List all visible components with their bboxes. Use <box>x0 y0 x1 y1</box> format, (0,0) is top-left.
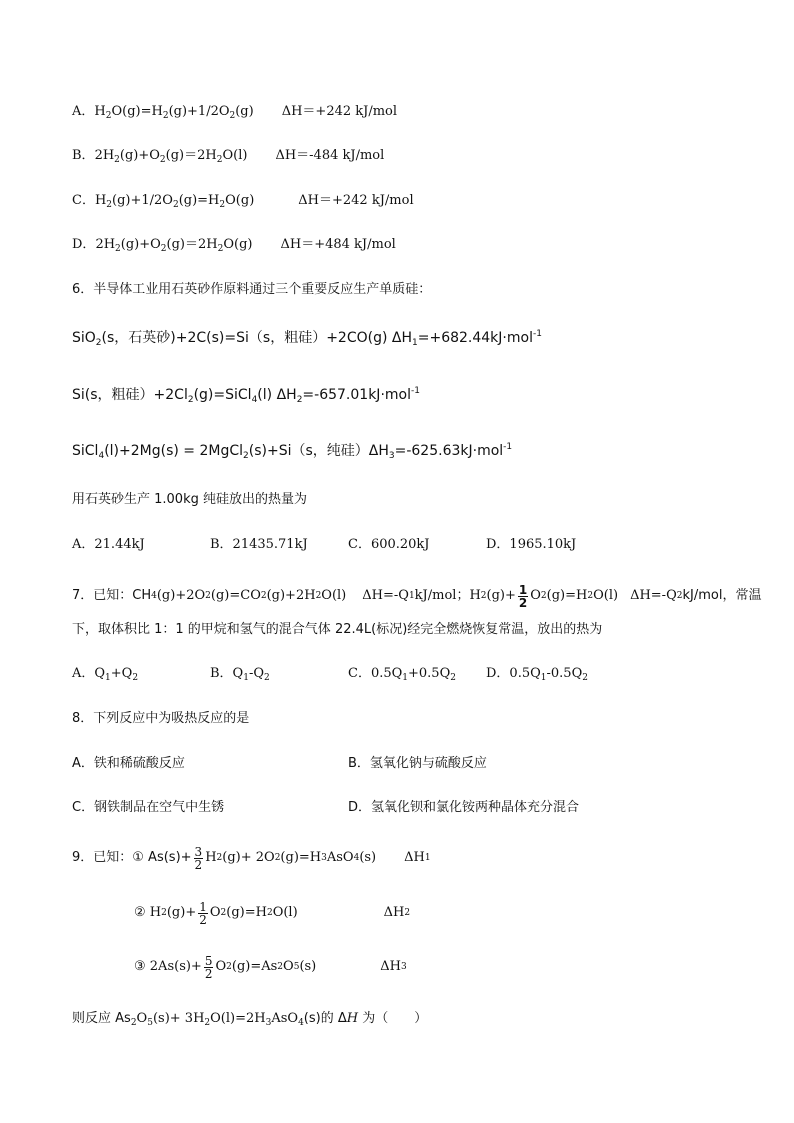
eq-part: (g)=As <box>231 959 278 974</box>
eq-part: 2H <box>94 148 115 163</box>
q6-stem: 6．半导体工业用石英砂作原料通过三个重要反应生产单质硅： <box>72 282 432 297</box>
eq-part: -1 <box>410 386 420 396</box>
eq-part: (g)=CO <box>210 588 261 603</box>
eq-part: O(l)=2H <box>210 1011 266 1026</box>
eq-part: O <box>283 959 294 974</box>
eq-part: kJ/mol；H <box>414 588 481 603</box>
eq-part: (s，粗硅）+2Cl <box>84 387 188 403</box>
q9-reaction-1: 9．已知：① As(s)+ $\frac{3}{2}$ H 2 (g)+ 2O 2 (g)=H 3 AsO 4 (s) ΔH 1 <box>72 844 431 872</box>
eq-part: (s) <box>359 850 377 865</box>
eq-part: (s) <box>206 330 225 346</box>
eq-part: (g)+ 2O <box>222 850 275 865</box>
eq-part: ③ 2As(s)+ <box>134 959 202 974</box>
q7-option-b[interactable]: B．$Q_1-Q_2$ <box>210 666 270 683</box>
q8-option-b[interactable]: B．氢氧化钠与硫酸反应 <box>348 756 487 771</box>
eq-part: =Si（s，粗硅）+2CO <box>224 330 368 346</box>
eq-part: (g)＝2H <box>165 148 217 163</box>
eq-part: H <box>94 193 107 208</box>
q8-option-a[interactable]: A．铁和稀硫酸反应 <box>72 756 185 771</box>
eq-part: O(l) <box>593 588 619 603</box>
eq-part: ·mol <box>380 387 411 403</box>
answer-blank[interactable]: 为（ ） <box>358 1011 428 1026</box>
q6-option-d[interactable]: D．1965.10kJ <box>486 537 577 552</box>
denominator: 2 <box>518 595 528 610</box>
q8-option-d[interactable]: D．氢氧化钡和氯化铵两种晶体充分混合 <box>348 800 580 815</box>
eq-part: Si <box>72 387 85 403</box>
eq-part: (l) <box>104 443 120 459</box>
eq-part: ΔH <box>387 330 412 346</box>
eq-part: AsO <box>271 1011 299 1026</box>
eq-part: ·mol <box>502 330 533 346</box>
enthalpy-value: ΔH＝+242 kJ/mol <box>281 104 398 119</box>
eq-part: (g)+ <box>486 588 516 603</box>
eq-part: O(l) <box>222 148 248 163</box>
q5-option-c[interactable]: C．$H_2(g)+1/2O_2(g)=H_2O(g)$ ΔH＝+242 kJ/mol <box>72 193 414 210</box>
eq-part: AsO <box>326 850 354 865</box>
numerator: 1 <box>199 899 207 914</box>
eq-part: (s，石英砂)+2C <box>101 330 207 346</box>
eq-part: (g) <box>367 330 388 346</box>
option-label: D． <box>72 237 96 252</box>
eq-part: (s) <box>299 959 317 974</box>
q6-reaction-1: SiO$_2$(s，石英砂)+2C(s)=Si（s，粗硅）+2CO(g) $\Delta H_1=+682.44kJ\cdot mol^{-1}$ <box>72 329 542 348</box>
eq-part: (g)+1/2O <box>168 104 230 119</box>
enthalpy-symbol: ΔH <box>404 850 425 865</box>
q6-option-c[interactable]: C．600.20kJ <box>348 537 430 552</box>
eq-part: (g)+2O <box>156 588 206 603</box>
q9-question: 则反应 $As_2O_5(s)+ 3H_2O(l)=2H_3AsO_4(s)$的 ΔH 为（ ） <box>72 1011 428 1028</box>
eq-part: +2Mg <box>119 443 161 459</box>
eq-part: = 2MgCl <box>178 443 244 459</box>
eq-part: H <box>94 104 106 119</box>
q7-option-c[interactable]: C．$0.5Q_1+0.5Q_2$ <box>348 666 456 683</box>
eq-part: O <box>530 588 541 603</box>
q6-option-a[interactable]: A．21.44kJ <box>72 537 145 552</box>
fraction <box>194 846 204 871</box>
eq-part: -1 <box>532 329 542 339</box>
eq-part: -1 <box>503 442 513 452</box>
eq-part: O(g)=H <box>111 104 163 119</box>
q7-option-d[interactable]: D．$0.5Q_1-0.5Q_2$ <box>486 666 588 683</box>
eq-part: ·mol <box>472 443 504 459</box>
eq-part: 7．已知：CH <box>72 588 152 603</box>
eq-part: H <box>346 1011 359 1026</box>
eq-part: (g)+2H <box>266 588 316 603</box>
eq-part: (g)+O <box>120 237 161 252</box>
enthalpy-value: ΔH＝+242 kJ/mol <box>298 193 414 208</box>
eq-part: (g)=H <box>178 193 220 208</box>
eq-part: (g)+1/2O <box>112 193 173 208</box>
eq-part: (g) <box>235 104 254 119</box>
q5-option-a[interactable]: A．$H_2O(g)=H_2(g)+1/2O_2(g)$ ΔH＝+242 kJ/mol <box>72 104 398 121</box>
eq-part: (g) <box>193 387 214 403</box>
eq-part: =-657.01kJ <box>302 387 381 403</box>
eq-part: O(l) <box>272 905 298 920</box>
fraction <box>518 584 528 609</box>
eq-part: (g)+ <box>166 905 197 920</box>
eq-part: O(g) <box>225 193 255 208</box>
eq-part: B．Q <box>210 666 244 681</box>
eq-part: (s)+ 3H <box>152 1011 205 1026</box>
enthalpy-symbol: ΔH <box>383 905 405 920</box>
option-label: A． <box>72 104 95 119</box>
q8-option-c[interactable]: C．钢铁制品在空气中生锈 <box>72 800 225 815</box>
eq-part: (l) <box>257 387 273 403</box>
eq-part: SiO <box>72 330 96 346</box>
eq-part: ② H <box>134 905 162 920</box>
q7-stem-line-2: 下，取体积比 1：1 的甲烷和氢气的混合气体 22.4L(标况)经完全燃烧恢复常温，放出的热为 <box>72 622 603 637</box>
eq-part: O <box>215 959 227 974</box>
q9-reaction-3: ③ 2As(s)+ $\frac{5}{2}$ O 2 (g)=As 2 O 5 (s) ΔH 3 <box>134 953 407 981</box>
q5-option-b[interactable]: B．$2H_2(g)+O_2(g)=2H_2O(l)$ ΔH＝-484 kJ/mol <box>72 148 385 165</box>
denominator: 2 <box>199 912 207 927</box>
enthalpy-value: ΔH＝-484 kJ/mol <box>275 148 385 163</box>
eq-part: +Si（s，纯硅）ΔH <box>266 443 389 459</box>
eq-part: (s) <box>160 443 179 459</box>
eq-part: =-625.63kJ <box>394 443 473 459</box>
eq-part: O <box>136 1011 148 1026</box>
q5-option-d[interactable]: D．$2H_2(g)+O_2(g)=2H_2O(g)$ ΔH＝+484 kJ/mol <box>72 237 396 254</box>
denominator: 2 <box>194 857 203 872</box>
eq-part: O(l) <box>321 588 347 603</box>
eq-part: C．0.5Q <box>348 666 403 681</box>
eq-part: ΔH=-Q <box>362 588 409 603</box>
eq-part: (g)+O <box>119 148 160 163</box>
eq-part: =+682.44kJ <box>417 330 503 346</box>
eq-part: =SiCl <box>213 387 252 403</box>
eq-part: A．Q <box>72 666 106 681</box>
eq-part: (s)的 Δ <box>303 1011 347 1026</box>
eq-part: +0.5Q <box>408 666 451 681</box>
eq-part: -0.5Q <box>546 666 583 681</box>
eq-part: SiCl <box>72 443 99 459</box>
q8-stem: 8．下列反应中为吸热反应的是 <box>72 711 250 726</box>
enthalpy-symbol: ΔH <box>380 959 401 974</box>
numerator: 1 <box>518 582 528 597</box>
eq-part: 2H <box>95 237 116 252</box>
fraction <box>204 955 214 980</box>
q9-reaction-2: ② H 2 (g)+ $\frac{1}{2}$ O 2 (g)=H 2 O(l) ΔH 2 <box>134 899 411 927</box>
eq-part: O(g) <box>223 237 253 252</box>
q6-reaction-3: SiCl$_4$(l)+2Mg(s) = 2MgCl$_2$(s)+Si（s，纯硅）$\Delta H_3=-625.63kJ\cdot mol^{-1}$ <box>72 442 513 461</box>
eq-part: (g)＝2H <box>166 237 218 252</box>
numerator: 5 <box>204 953 213 968</box>
eq-part: O <box>209 905 221 920</box>
eq-part: (g)=H <box>280 850 322 865</box>
eq-part: (s) <box>248 443 267 459</box>
eq-part: +Q <box>110 666 133 681</box>
q6-reaction-2: Si(s，粗硅）$+2Cl_2(g)=SiCl_4(l)$ $\Delta H_2=-657.01kJ\cdot mol^{-1}$ <box>72 386 420 405</box>
option-label: C． <box>72 193 95 208</box>
eq-part: ΔH=-Q <box>630 588 677 603</box>
numerator: 3 <box>194 844 203 859</box>
option-label: B． <box>72 148 95 163</box>
eq-part: -Q <box>248 666 265 681</box>
eq-part: kJ/mol，常温 <box>682 588 762 603</box>
eq-part: (g)=H <box>546 588 588 603</box>
q7-stem-line-1: 7．已知：CH 4 (g)+2O 2 (g)=CO 2 (g)+2H 2 O(l) ΔH=-Q 1 kJ/mol；H 2 (g)+ $\frac{1}{2}$ O 2 (g)=H 2 O(l) ΔH=-Q 2 kJ/mol，常温 <box>72 582 762 610</box>
q7-option-a[interactable]: A．$Q_1+Q_2$ <box>72 666 139 683</box>
enthalpy-value: ΔH＝+484 kJ/mol <box>280 237 396 252</box>
eq-part: ΔH <box>272 387 297 403</box>
eq-part: 则反应 As <box>72 1011 131 1026</box>
q6-option-b[interactable]: B．21435.71kJ <box>210 537 308 552</box>
eq-part: D．0.5Q <box>486 666 541 681</box>
eq-part: (g)=H <box>226 905 267 920</box>
eq-part: H <box>205 850 217 865</box>
denominator: 2 <box>204 966 213 981</box>
q6-question: 用石英砂生产 1.00kg 纯硅放出的热量为 <box>72 492 307 507</box>
eq-part: 9．已知：① As(s)+ <box>72 850 192 865</box>
fraction <box>198 901 208 926</box>
